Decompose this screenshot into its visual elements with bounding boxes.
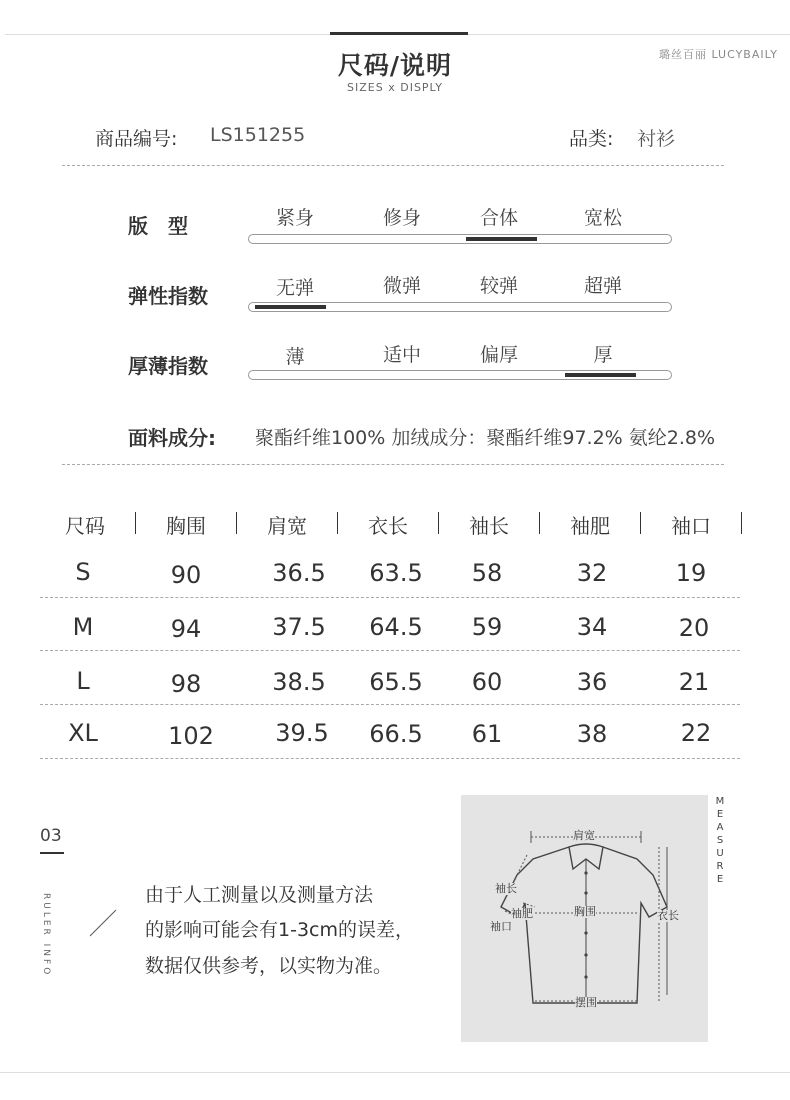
table-cell: 66.5 — [369, 720, 423, 748]
table-cell: 36.5 — [272, 559, 326, 587]
fit-label: 版 型 — [128, 214, 188, 238]
col-header-sleeve-width: 袖肥 — [570, 514, 610, 538]
col-header-shoulder: 肩宽 — [267, 514, 307, 538]
page-title: 尺码/说明 — [337, 51, 453, 80]
elasticity-scale-marker — [255, 305, 326, 309]
section-number: 03 — [40, 826, 62, 846]
thickness-option: 适中 — [382, 344, 421, 366]
table-cell: 36 — [576, 668, 608, 696]
table-cell: 58 — [471, 559, 503, 587]
divider — [62, 464, 724, 465]
fit-scale-track — [248, 234, 672, 244]
table-cell: 60 — [471, 668, 503, 696]
measure-vertical-label: M E A S U R E — [715, 796, 725, 885]
category-label: 品类: — [569, 128, 614, 150]
table-cell: M — [72, 613, 94, 641]
fit-option: 合体 — [479, 207, 518, 229]
row-divider — [40, 758, 740, 759]
diagram-label-sleeve-length: 袖长 — [495, 882, 517, 895]
elasticity-option: 较弹 — [479, 275, 518, 297]
thickness-scale-track — [248, 370, 672, 380]
fabric-value: 聚酯纤维100% 加绒成分：聚酯纤维97.2% 氨纶2.8% — [255, 427, 716, 449]
col-header-size: 尺码 — [65, 514, 105, 538]
measurement-diagram — [461, 795, 708, 1042]
table-cell: 94 — [170, 615, 202, 643]
divider — [62, 165, 724, 166]
table-cell: 19 — [675, 559, 707, 587]
diagram-label-sleeve-width: 袖肥 — [511, 907, 533, 920]
table-cell: 38 — [576, 720, 608, 748]
product-code-value: LS151255 — [210, 124, 306, 146]
table-cell: 59 — [471, 613, 503, 641]
row-divider — [40, 704, 740, 705]
thickness-label: 厚薄指数 — [128, 354, 208, 378]
elasticity-option: 无弹 — [275, 277, 314, 299]
fit-option: 宽松 — [583, 207, 622, 229]
brand-name: 璐丝百丽 LUCYBAILY — [658, 48, 778, 61]
section-number-underline — [40, 852, 64, 854]
table-cell: XL — [68, 719, 98, 747]
product-code-label: 商品编号: — [95, 128, 178, 150]
table-cell: 39.5 — [275, 719, 329, 747]
fit-option: 紧身 — [275, 207, 314, 229]
table-cell: 32 — [576, 559, 608, 587]
diagram-label-length: 衣长 — [657, 909, 679, 922]
table-cell: 22 — [680, 719, 712, 747]
col-separator — [741, 512, 742, 534]
diagram-label-cuff: 袖口 — [490, 920, 512, 933]
table-cell: 90 — [170, 561, 202, 589]
diagram-label-hem: 摆围 — [575, 996, 597, 1009]
note-line: 由于人工测量以及测量方法 — [145, 884, 374, 906]
table-cell: 34 — [576, 613, 608, 641]
thickness-scale-marker — [565, 373, 636, 377]
table-cell: L — [76, 667, 90, 695]
thickness-option: 厚 — [593, 344, 613, 366]
row-divider — [40, 597, 740, 598]
thickness-option: 薄 — [285, 346, 305, 368]
elasticity-label: 弹性指数 — [128, 284, 208, 308]
diagram-label-shoulder: 肩宽 — [573, 829, 595, 842]
category-value: 衬衫 — [637, 128, 676, 150]
col-header-sleeve-length: 袖长 — [469, 514, 509, 538]
table-cell: 21 — [678, 668, 710, 696]
table-cell: 20 — [678, 614, 710, 642]
table-cell: 98 — [170, 670, 202, 698]
bottom-rule — [0, 1072, 790, 1073]
elasticity-scale-track — [248, 302, 672, 312]
table-cell: S — [75, 558, 91, 586]
title-accent-bar — [330, 32, 468, 35]
note-line: 的影响可能会有1-3cm的误差， — [145, 919, 414, 941]
table-cell: 102 — [168, 722, 214, 750]
table-cell: 38.5 — [272, 668, 326, 696]
fit-option: 修身 — [382, 207, 421, 229]
note-line: 数据仅供参考，以实物为准。 — [145, 955, 393, 977]
col-header-length: 衣长 — [368, 514, 408, 538]
col-header-chest: 胸围 — [166, 514, 206, 538]
slash-icon — [88, 908, 118, 938]
fit-scale-marker — [466, 237, 537, 241]
fabric-label: 面料成分: — [128, 426, 216, 450]
table-cell: 64.5 — [369, 613, 423, 641]
diagram-label-chest: 胸围 — [574, 905, 596, 918]
elasticity-option: 超弹 — [583, 275, 622, 297]
table-cell: 37.5 — [272, 613, 326, 641]
col-header-cuff: 袖口 — [671, 514, 711, 538]
row-divider — [40, 650, 740, 651]
elasticity-option: 微弹 — [382, 275, 421, 297]
page-subtitle: SIZES x DISPLY — [347, 81, 443, 94]
ruler-info-label: RULER INFO — [41, 893, 51, 978]
table-cell: 63.5 — [369, 559, 423, 587]
table-cell: 65.5 — [369, 668, 423, 696]
table-cell: 61 — [471, 720, 503, 748]
thickness-option: 偏厚 — [479, 344, 518, 366]
